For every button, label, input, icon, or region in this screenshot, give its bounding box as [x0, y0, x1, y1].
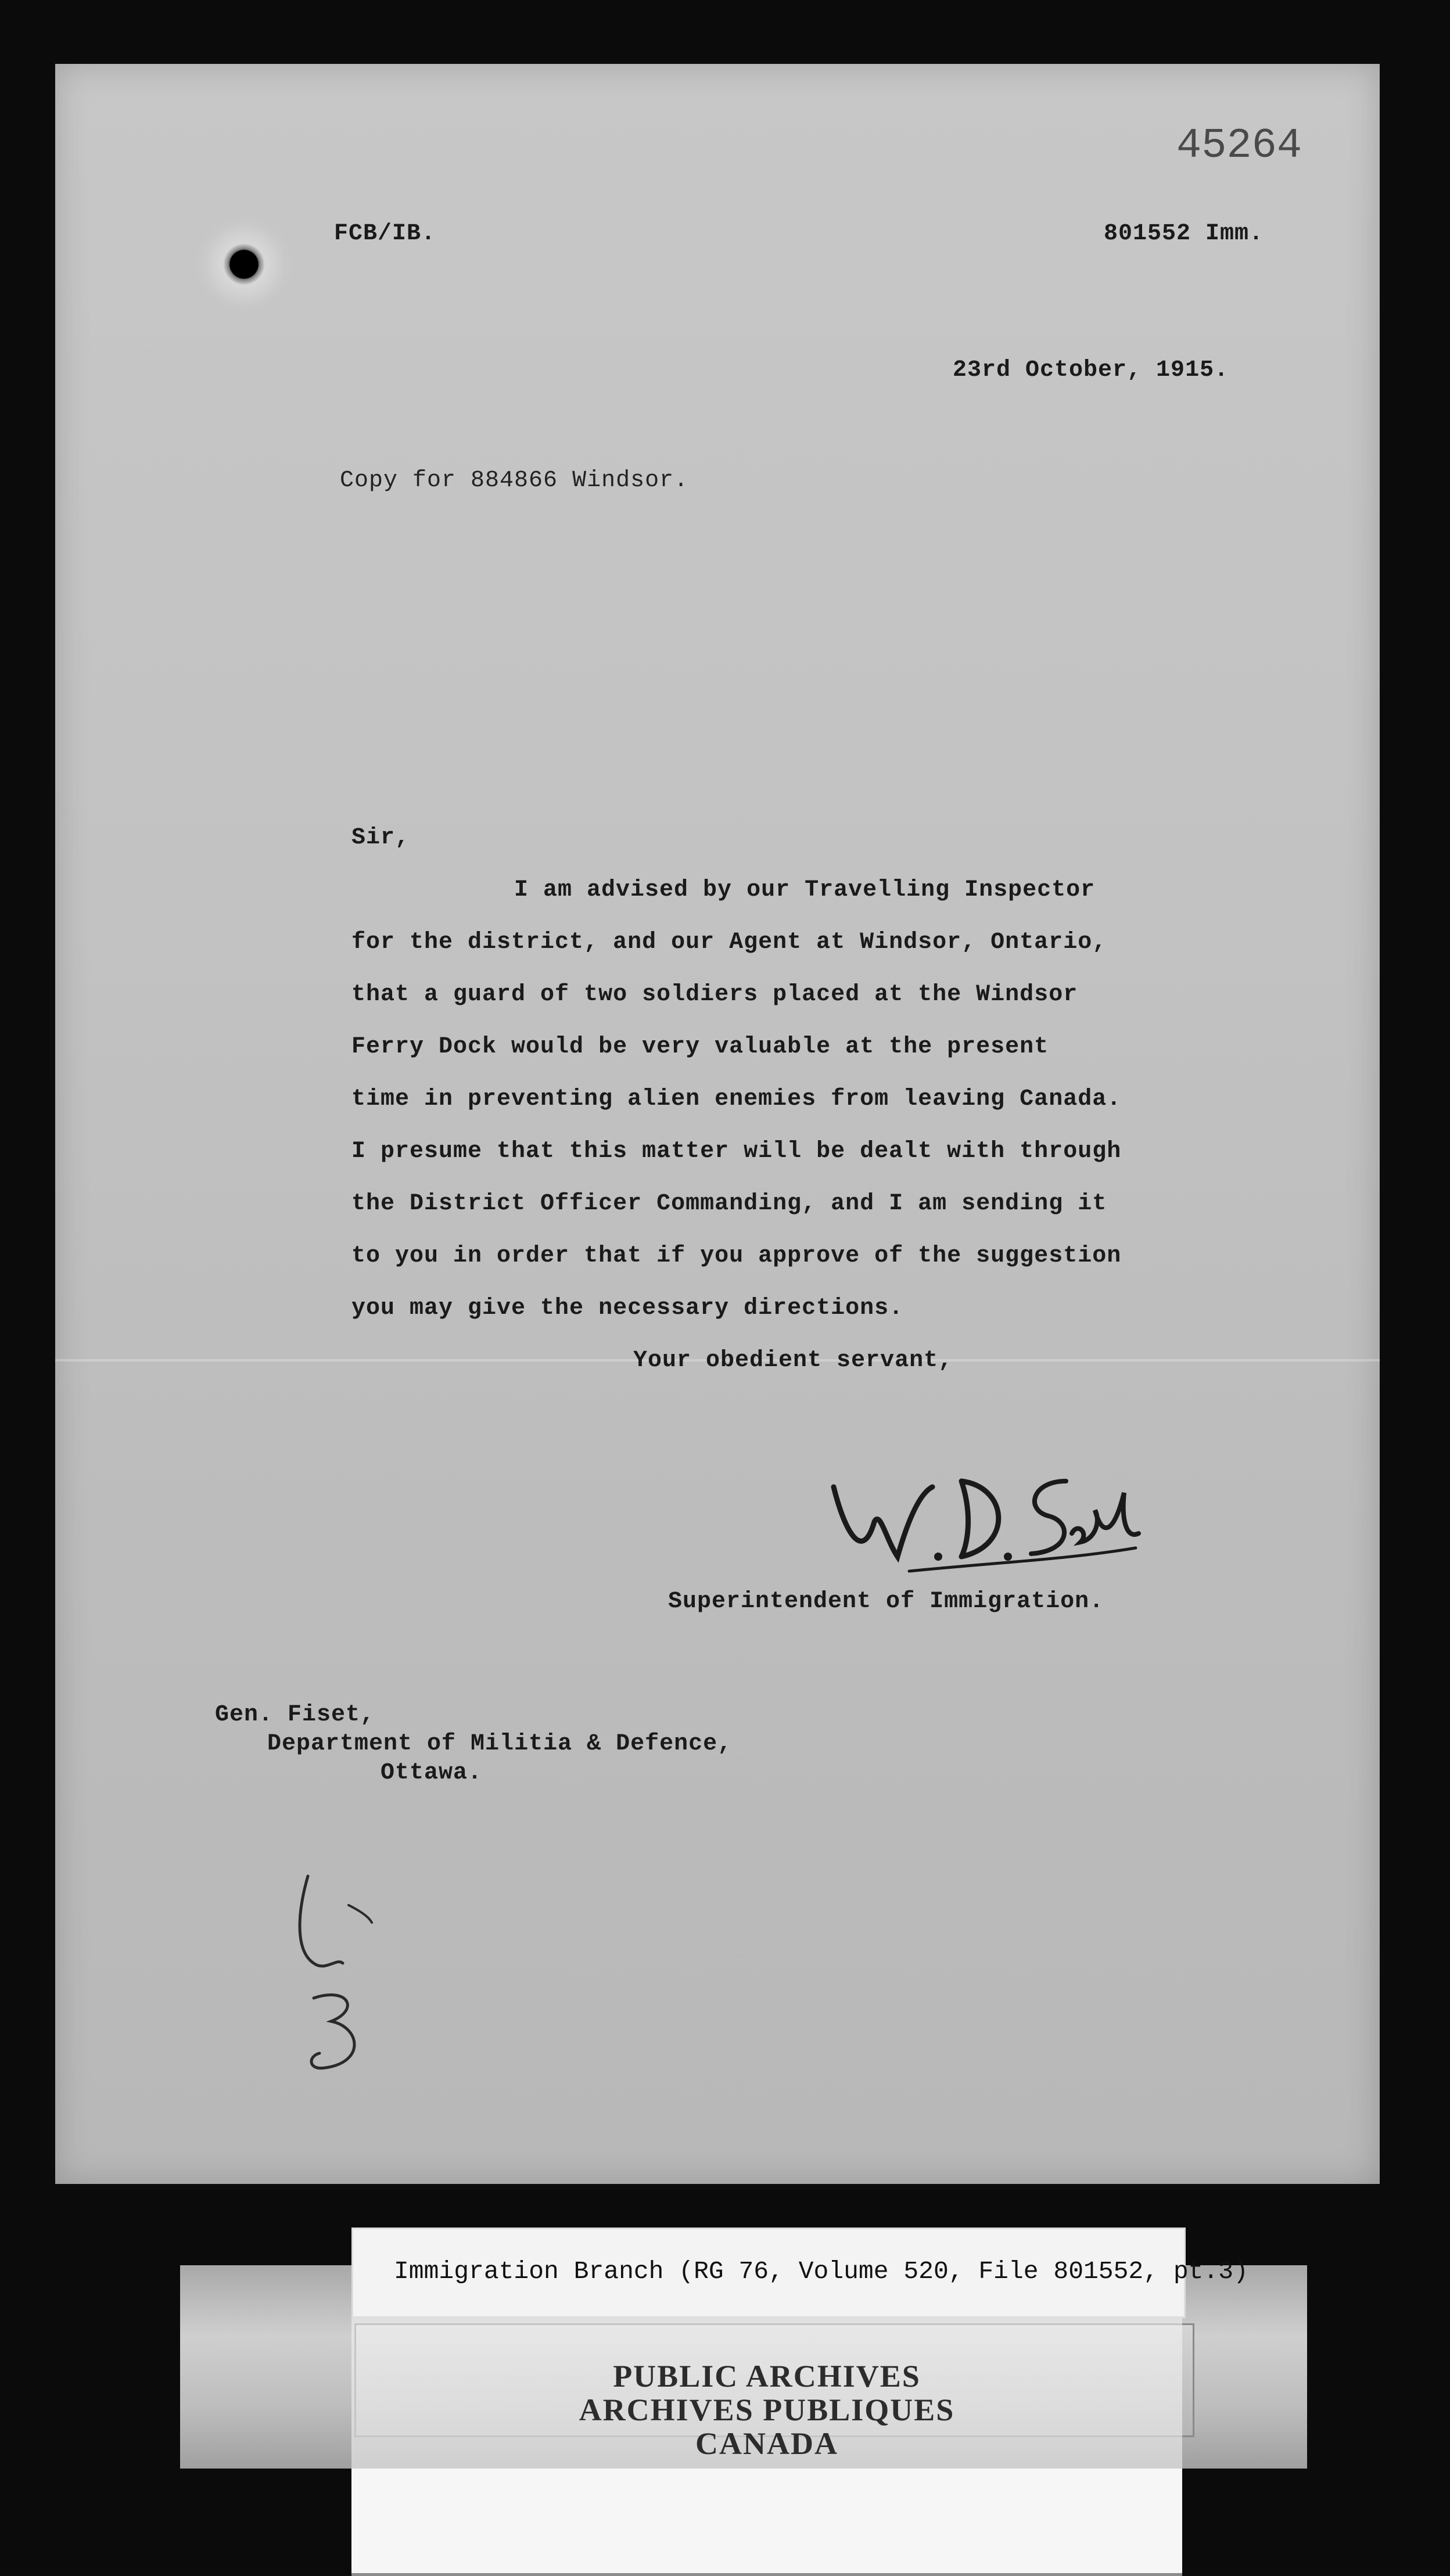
body-line-1: I am advised by our Travelling Inspector	[514, 877, 1096, 903]
body-line-5: time in preventing alien enemies from leaving Canada.	[351, 1086, 1122, 1112]
addressee-department: Department of Militia & Defence,	[267, 1731, 733, 1757]
body-line-3: that a guard of two soldiers placed at the Windsor	[351, 982, 1078, 1008]
archive-reference-text: Immigration Branch (RG 76, Volume 520, File 801552, pt.3)	[394, 2257, 1248, 2286]
letter-date: 23rd October, 1915.	[953, 357, 1229, 383]
archive-stamp-line-3: CANADA	[695, 2426, 838, 2461]
salutation: Sir,	[351, 825, 410, 851]
archive-stamp-line-1: PUBLIC ARCHIVES	[613, 2359, 921, 2394]
file-number-stamp: 45264	[1176, 122, 1302, 170]
reference-left: FCB/IB.	[334, 221, 436, 247]
archive-stamp-line-2: ARCHIVES PUBLIQUES	[579, 2392, 955, 2427]
archive-reference-label	[351, 2227, 1248, 2318]
body-line-6: I presume that this matter will be dealt with through	[351, 1138, 1122, 1165]
body-line-4: Ferry Dock would be very valuable at the present	[351, 1034, 1049, 1060]
body-line-2: for the district, and our Agent at Windsor, Ontario,	[351, 929, 1107, 955]
body-line-8: to you in order that if you approve of the suggestion	[351, 1243, 1122, 1269]
body-line-7: the District Officer Commanding, and I am sending it	[351, 1191, 1107, 1217]
signatory-title: Superintendent of Immigration.	[668, 1589, 1104, 1615]
handwritten-mark	[273, 1870, 389, 2114]
body-line-9: you may give the necessary directions.	[351, 1295, 904, 1321]
bottom-card	[351, 2469, 1182, 2573]
closing: Your obedient servant,	[633, 1348, 953, 1374]
punch-hole-icon	[195, 215, 293, 314]
reference-right: 801552 Imm.	[1104, 221, 1264, 247]
signature	[822, 1446, 1147, 1586]
copy-note: Copy for 884866 Windsor.	[340, 468, 689, 494]
addressee-city: Ottawa.	[381, 1760, 483, 1786]
addressee-name: Gen. Fiset,	[215, 1702, 375, 1728]
letter-page	[55, 64, 1380, 2184]
